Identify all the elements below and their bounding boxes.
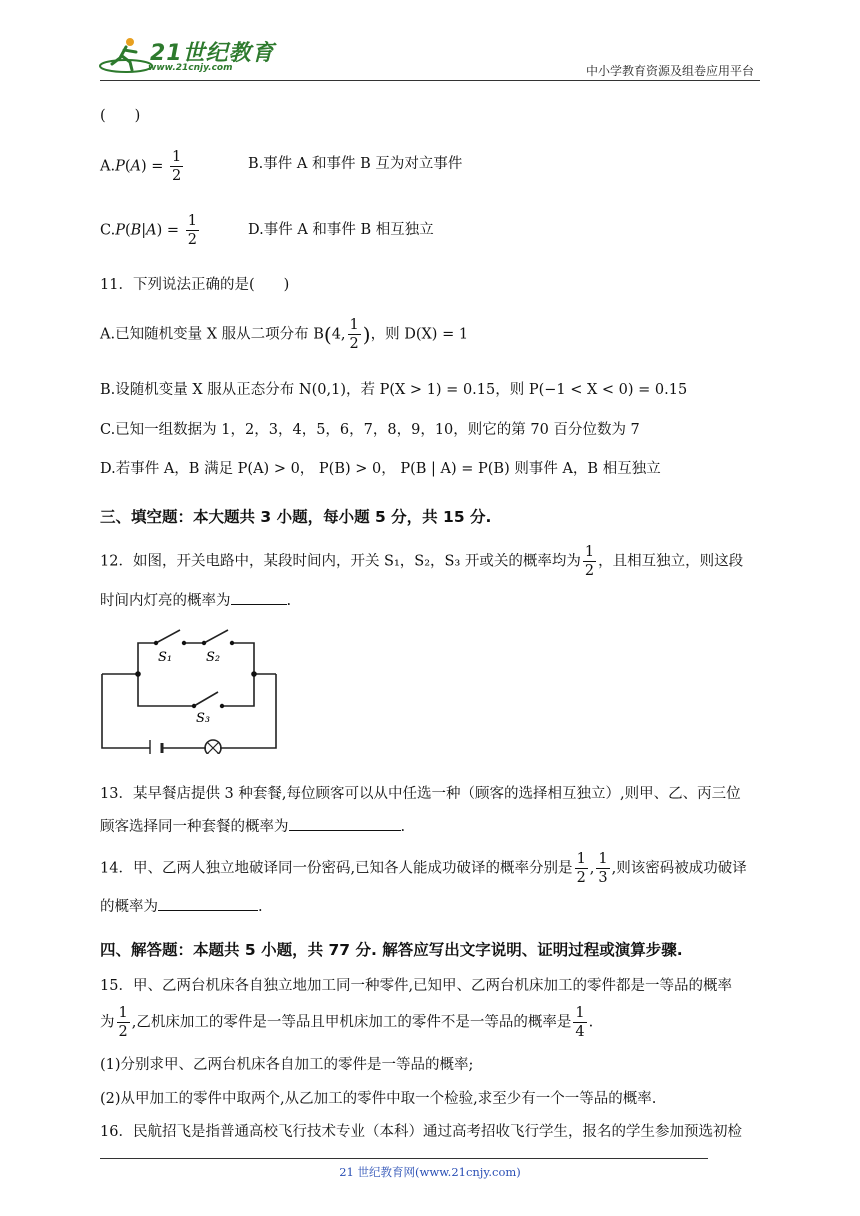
- answer-blank: [158, 896, 258, 911]
- q10-option-a: A.P(A) = $\frac{1}{2}$: [100, 149, 182, 184]
- fraction: $\frac{1}{4}$: [575, 1005, 585, 1040]
- q13-line2: 顾客选择同一种套餐的概率为 .: [100, 816, 405, 837]
- q15-part2: (2)从甲加工的零件中取两个,从乙加工的零件中取一个检验,求至少有一个一等品的概率.: [100, 1091, 657, 1107]
- q11-option-b: B.设随机变量 X 服从正态分布 N(0,1)，若 P(X > 1) = 0.15，则 P(−1 < X < 0) = 0.15: [100, 382, 688, 398]
- answer-blank: [289, 816, 401, 831]
- q11-option-a: A.已知随机变量 X 服从二项分布 B(4, $\frac{1}{2}$ )，则 D(X) = 1: [100, 317, 469, 352]
- q11-stem: 11．下列说法正确的是( ): [100, 277, 290, 293]
- q10-option-c: C.P(B|A) = $\frac{1}{2}$: [100, 213, 197, 248]
- fraction: $\frac{1}{2}$: [118, 1005, 128, 1040]
- footer-divider: [100, 1158, 708, 1159]
- q10-option-b: B.事件 A 和事件 B 互为对立事件: [248, 156, 463, 172]
- q15-line1: 15．甲、乙两台机床各自独立地加工同一种零件,已知甲、乙两台机床加工的零件都是一等品的概率: [100, 978, 733, 994]
- q11-option-d: D.若事件 A，B 满足 P(A) > 0， P(B) > 0， P(B | A) = P(B) 则事件 A，B 相互独立: [100, 461, 661, 477]
- q11-option-c: C.已知一组数据为 1，2，3，4，5，6，7，8，9，10，则它的第 70 百分位数为 7: [100, 422, 640, 438]
- circuit-diagram: [96, 624, 282, 754]
- fraction: $\frac{1}{2}$: [172, 149, 182, 184]
- header-platform-text: 中小学教育资源及组卷应用平台: [585, 64, 754, 78]
- fraction: $\frac{1}{2}$: [576, 851, 586, 886]
- fraction: $\frac{1}{3}$: [598, 851, 608, 886]
- q14-line1: 14．甲、乙两人独立地破译同一份密码,已知各人能成功破译的概率分别是 $\frac{1}{2}$ , $\frac{1}{3}$ ,则该密码被成功破译: [100, 851, 747, 886]
- logo-text: 21世纪教育: [150, 41, 275, 66]
- junction-dot: [251, 671, 257, 677]
- section-heading-fill-blank: 三、填空题：本大题共 3 小题，每小题 5 分，共 15 分.: [100, 508, 492, 526]
- junction-dot: [135, 671, 141, 677]
- footer-text: 21 世纪教育网(www.21cnjy.com): [339, 1165, 521, 1179]
- answer-blank: [231, 590, 287, 605]
- switch-s3-label: S₃: [196, 711, 211, 726]
- q12-line1: 12．如图，开关电路中，某段时间内，开关 S₁，S₂，S₃ 开或关的概率均为 $\frac{1}{2}$ ，且相互独立，则这段: [100, 544, 744, 579]
- q13-line1: 13．某早餐店提供 3 种套餐,每位顾客可以从中任选一种（顾客的选择相互独立）,则甲、乙、丙三位: [100, 786, 741, 802]
- q16-line1: 16．民航招飞是指普通高校飞行技术专业（本科）通过高考招收飞行学生，报名的学生参加预选初检: [100, 1124, 742, 1140]
- fraction: $\frac{1}{2}$: [187, 213, 197, 248]
- q14-line2: 的概率为 .: [100, 896, 263, 917]
- logo-url: www.21cnjy.com: [148, 63, 233, 73]
- header-divider: [100, 80, 760, 81]
- section-heading-answer: 四、解答题：本题共 5 小题，共 77 分. 解答应写出文字说明、证明过程或演算步骤.: [100, 941, 683, 959]
- switch-s2-label: S₂: [206, 650, 221, 665]
- fraction: $\frac{1}{2}$: [349, 317, 359, 352]
- q15-part1: (1)分别求甲、乙两台机床各自加工的零件是一等品的概率;: [100, 1057, 474, 1073]
- q12-line2: 时间内灯亮的概率为 .: [100, 590, 291, 611]
- q15-line2: 为 $\frac{1}{2}$ ,乙机床加工的零件是一等品且甲机床加工的零件不是一等品的概率是 $\frac{1}{4}$ .: [100, 1005, 594, 1040]
- fraction: $\frac{1}{2}$: [584, 544, 595, 579]
- q10-paren: ( ): [100, 108, 141, 124]
- switch-s1-label: S₁: [158, 650, 173, 665]
- q10-option-d: D.事件 A 和事件 B 相互独立: [248, 222, 434, 238]
